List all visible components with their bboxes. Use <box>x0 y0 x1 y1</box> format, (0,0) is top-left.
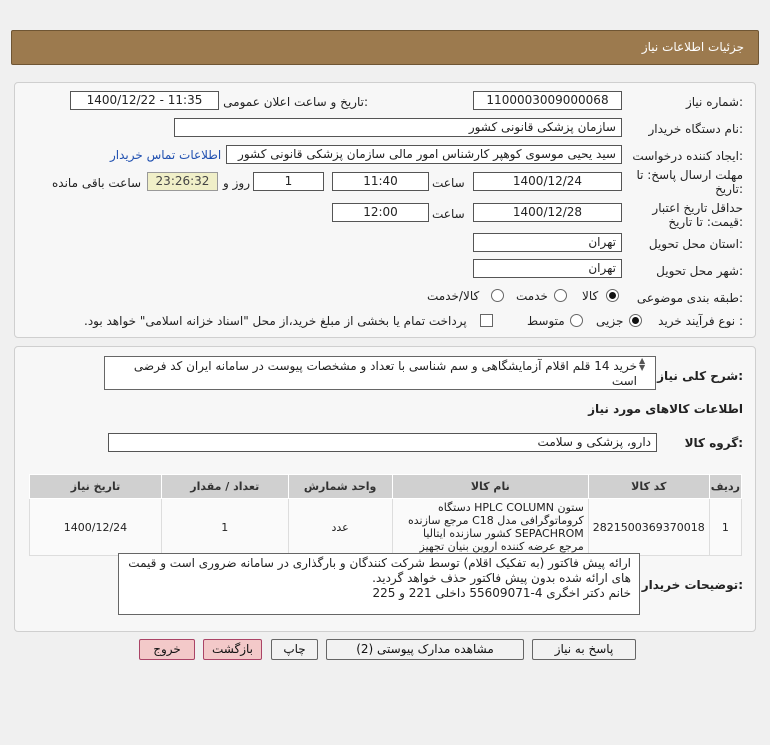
buyer-notes-label: توضیحات خریدار: <box>641 578 743 592</box>
category-option-service: خدمت <box>516 289 548 303</box>
buyer-notes-text <box>118 553 640 615</box>
process-radio-medium[interactable] <box>570 314 583 327</box>
need-number-label: شماره نیاز: <box>685 95 743 109</box>
category-label: طبقه بندی موضوعی: <box>636 291 743 305</box>
page-header <box>11 30 759 65</box>
process-option-medium: متوسط <box>527 314 565 328</box>
view-docs-button[interactable]: مشاهده مدارک پیوستی (2) <box>326 639 524 660</box>
validity-date-field: 1400/12/28 <box>473 203 622 222</box>
col-qty: تعداد / مقدار <box>161 475 288 499</box>
province-label: استان محل تحویل: <box>648 237 743 251</box>
treasury-checkbox[interactable] <box>480 314 493 327</box>
days-field: 1 <box>253 172 324 191</box>
validity-label-1: حداقل تاریخ اعتبار <box>652 201 743 215</box>
buyer-org-label: نام دستگاه خریدار: <box>648 122 743 136</box>
goods-table <box>29 474 742 556</box>
city-label: شهر محل تحویل: <box>656 264 743 278</box>
cell-unit: عدد <box>288 499 392 556</box>
cell-row: 1 <box>709 499 741 556</box>
announce-label: تاریخ و ساعت اعلان عمومی: <box>223 95 368 109</box>
deadline-date-field: 1400/12/24 <box>473 172 622 191</box>
category-option-goods: کالا <box>582 289 599 303</box>
announce-field: 1400/12/22 - 11:35 <box>70 91 219 110</box>
remaining-label: ساعت باقی مانده <box>52 176 142 190</box>
page-title: جزئیات اطلاعات نیاز <box>641 40 744 54</box>
back-button[interactable]: بازگشت <box>203 639 262 660</box>
reply-button[interactable]: پاسخ به نیاز <box>532 639 636 660</box>
deadline-label-1: مهلت ارسال پاسخ: تا <box>636 168 743 182</box>
exit-button[interactable]: خروج <box>139 639 195 660</box>
col-code: کد کالا <box>588 475 709 499</box>
validity-time-label: ساعت <box>432 207 465 221</box>
summary-text: خرید 14 قلم اقلام آزمایشگاهی و سم شناسی با تعداد و مشخصات پیوست در سامانه ایران کد فرضی است <box>104 356 656 390</box>
validity-time-field: 12:00 <box>332 203 429 222</box>
city-field: تهران <box>473 259 622 278</box>
treasury-note: پرداخت تمام یا بخشی از مبلغ خرید،از محل "اسناد خزانه اسلامی" خواهد بود. <box>84 314 467 328</box>
process-label: نوع فرآیند خرید : <box>658 314 743 328</box>
deadline-label-2: تاریخ: <box>715 182 743 196</box>
buyer-notes-line-2: های ارائه شده بدون پیش فاکتور حذف خواهد گردید. <box>372 571 631 585</box>
col-unit: واحد شمارش <box>288 475 392 499</box>
need-number-field: 1100003009000068 <box>473 91 622 110</box>
remaining-time-field: 23:26:32 <box>147 172 218 191</box>
col-name: نام کالا <box>392 475 588 499</box>
resize-arrows-icon: ▲ ▼ <box>639 356 646 372</box>
goods-group-field: دارو، پزشکی و سلامت <box>108 433 657 452</box>
table-row <box>30 499 742 556</box>
buyer-notes-line-1: ارائه پیش فاکتور (به تفکیک اقلام) توسط شرکت کنندگان و بارگذاری در سامانه ضروری است و قیمت <box>128 556 631 570</box>
cell-name: ستون HPLC COLUMN دستگاه کروماتوگرافی مدل C18 مرجع سازنده SEPACHROM کشور سازنده ایتالیا مرجع عرضه کننده اروین بنیان تجهیز <box>392 499 588 556</box>
buyer-org-field: سازمان پزشکی قانونی کشور <box>174 118 622 137</box>
cell-qty: 1 <box>161 499 288 556</box>
print-button[interactable]: چاپ <box>271 639 318 660</box>
category-radio-goods-service[interactable] <box>491 289 504 302</box>
validity-label-2: قیمت: تا تاریخ: <box>668 215 743 229</box>
contact-info-link[interactable]: اطلاعات تماس خریدار <box>110 148 222 162</box>
goods-group-label: گروه کالا: <box>684 436 743 450</box>
cell-date: 1400/12/24 <box>30 499 162 556</box>
requester-field: سید یحیی موسوی کوهپر کارشناس امور مالی سازمان پزشکی قانونی کشور <box>226 145 622 164</box>
category-option-goods-service: کالا/خدمت <box>427 289 480 303</box>
col-date: تاریخ نیاز <box>30 475 162 499</box>
process-radio-minor[interactable] <box>629 314 642 327</box>
process-option-minor: جزیی <box>596 314 624 328</box>
category-radio-goods[interactable] <box>606 289 619 302</box>
buyer-notes-line-3: خانم دکتر اخگری 4-55609071 داخلی 221 و 225 <box>372 586 631 600</box>
category-radio-service[interactable] <box>554 289 567 302</box>
cell-code: 2821500369370018 <box>588 499 709 556</box>
goods-info-title: اطلاعات کالاهای مورد نیاز <box>588 402 743 416</box>
province-field: تهران <box>473 233 622 252</box>
requester-label: ایجاد کننده درخواست: <box>632 149 743 163</box>
summary-label: شرح کلی نیاز: <box>657 369 743 383</box>
deadline-time-label: ساعت <box>432 176 465 190</box>
deadline-time-field: 11:40 <box>332 172 429 191</box>
col-row: ردیف <box>709 475 741 499</box>
days-label: روز و <box>223 176 250 190</box>
